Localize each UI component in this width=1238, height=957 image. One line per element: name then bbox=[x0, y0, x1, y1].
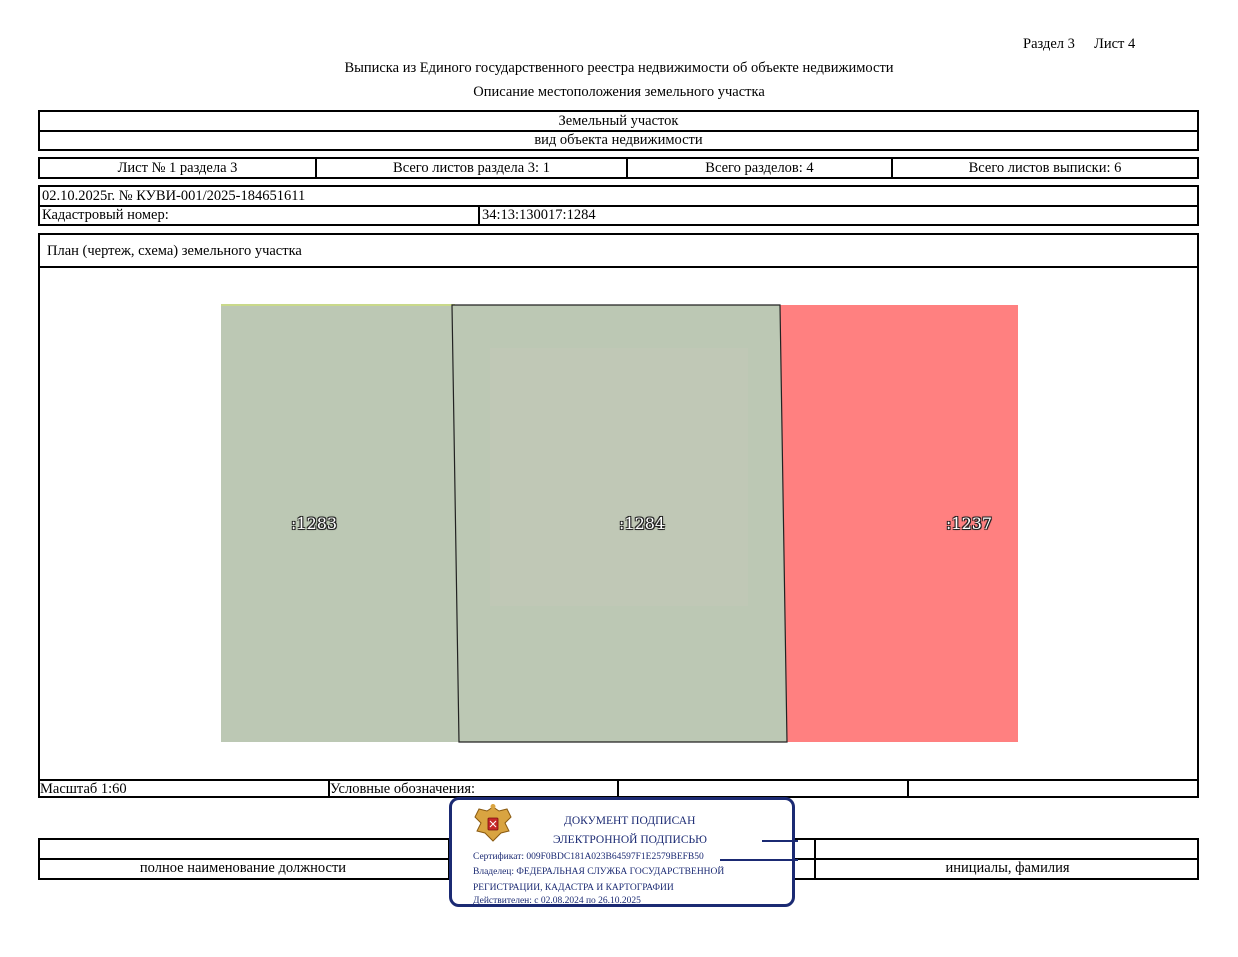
document-title: Выписка из Единого государственного реестра недвижимости об объекте недвижимости bbox=[344, 60, 894, 76]
stamp-line-1: ДОКУМЕНТ ПОДПИСАН bbox=[564, 815, 696, 827]
section-page: Раздел 3 bbox=[1023, 36, 1075, 52]
record-date-number: 02.10.2025г. № КУВИ-001/2025-184651611 bbox=[38, 185, 1199, 207]
legend-divider-2 bbox=[617, 779, 619, 798]
total-extract-sheets: Всего листов выписки: 6 bbox=[891, 157, 1199, 179]
coat-of-arms-emblem bbox=[473, 803, 513, 845]
object-type-caption: вид объекта недвижимости bbox=[38, 130, 1199, 151]
sheet-number: Лист 4 bbox=[1094, 36, 1136, 52]
object-type: Земельный участок bbox=[38, 110, 1199, 132]
stamp-rule-2 bbox=[720, 859, 798, 861]
stamp-rule-1 bbox=[762, 840, 798, 842]
plan-title: План (чертеж, схема) земельного участка bbox=[47, 243, 302, 259]
plan-scale: Масштаб 1:60 bbox=[40, 781, 127, 797]
name-caption: инициалы, фамилия bbox=[945, 860, 1070, 876]
total-section-sheets: Всего листов раздела 3: 1 bbox=[315, 157, 628, 179]
parcel-label-1237: :1237 bbox=[946, 514, 993, 533]
total-sections: Всего разделов: 4 bbox=[626, 157, 893, 179]
parcel-1283-area bbox=[221, 305, 461, 742]
stamp-owner-line-2: РЕГИСТРАЦИИ, КАДАСТРА И КАРТОГРАФИИ bbox=[473, 883, 674, 893]
legend-label: Условные обозначения: bbox=[330, 781, 476, 797]
legend-divider-3 bbox=[907, 779, 909, 798]
stamp-certificate: Сертификат: 009F0BDC181A023B64597F1E2579BEFB50 bbox=[473, 852, 704, 862]
stamp-owner-line-1: Владелец: ФЕДЕРАЛЬНАЯ СЛУЖБА ГОСУДАРСТВЕННОЙ bbox=[473, 867, 725, 877]
sheet-of-section: Лист № 1 раздела 3 bbox=[38, 157, 317, 179]
document-subtitle: Описание местоположения земельного участка bbox=[473, 84, 765, 100]
electronic-signature-stamp bbox=[449, 797, 795, 907]
position-caption: полное наименование должности bbox=[139, 860, 347, 876]
stamp-line-2: ЭЛЕКТРОННОЙ ПОДПИСЬЮ bbox=[553, 834, 707, 846]
parcel-label-1283: :1283 bbox=[291, 514, 338, 533]
stamp-valid: Действителен: с 02.08.2024 по 26.10.2025 bbox=[473, 896, 641, 906]
parcel-label-1284: :1284 bbox=[619, 514, 666, 533]
parcel-1284-inner-zone bbox=[490, 348, 748, 606]
cadastral-label: Кадастровый номер: bbox=[38, 205, 480, 226]
cadastral-number: 34:13:130017:1284 bbox=[478, 205, 1199, 226]
